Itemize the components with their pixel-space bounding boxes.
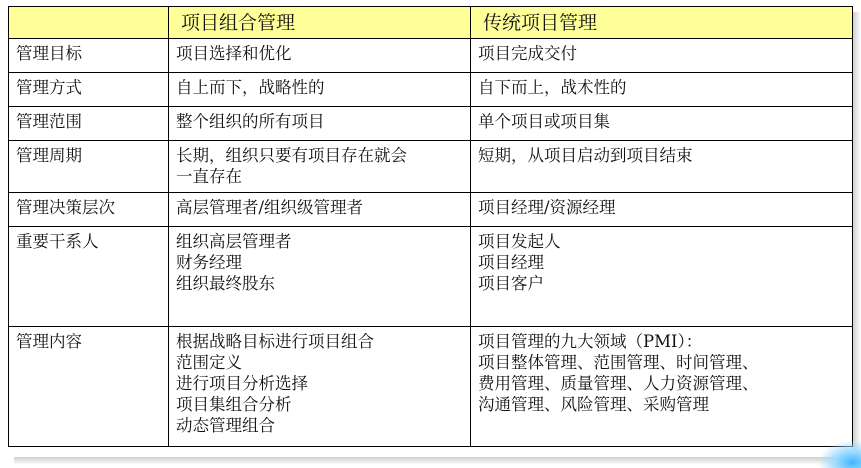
cell-line: 项目管理的九大领域（PMI）： <box>478 332 703 351</box>
bullet-text: 进行项目分析选择 <box>176 374 308 393</box>
cell-line: 项目发起人 <box>478 232 561 251</box>
table-row <box>9 193 853 227</box>
cell-line: 项目客户 <box>478 274 544 293</box>
cell-line: 根据战略目标进行项目组合 <box>176 332 374 351</box>
row-label: 管理周期 <box>9 141 169 193</box>
header-corner-cell <box>9 7 169 39</box>
cell-line: 组织最终股东 <box>176 274 275 293</box>
traditional-cell: 单个项目或项目集 <box>471 107 853 141</box>
bullet-item <box>176 394 464 415</box>
traditional-cell <box>471 227 853 327</box>
table-row <box>9 73 853 107</box>
comparison-table-frame <box>8 6 852 456</box>
portfolio-cell <box>169 327 471 447</box>
table-row <box>9 107 853 141</box>
table-header-row <box>9 7 853 39</box>
cell-line: 项目整体管理、范围管理、时间管理、 <box>478 353 759 372</box>
row-label: 管理决策层次 <box>9 193 169 227</box>
table-row <box>9 141 853 193</box>
table-row <box>9 327 853 447</box>
cell-line: 一直存在 <box>176 167 242 186</box>
table-row <box>9 227 853 327</box>
bullet-text: 动态管理组合 <box>176 416 275 435</box>
row-label: 管理目标 <box>9 39 169 73</box>
bullet-item <box>176 373 464 394</box>
comparison-table <box>8 6 853 447</box>
portfolio-cell: 整个组织的所有项目 <box>169 107 471 141</box>
cell-line: 范围定义 <box>176 353 242 372</box>
table-shadow-bottom <box>14 457 861 465</box>
traditional-cell: 项目经理/资源经理 <box>471 193 853 227</box>
row-label: 重要干系人 <box>9 227 169 327</box>
traditional-cell: 自下而上，战术性的 <box>471 73 853 107</box>
bullet-item <box>176 415 464 436</box>
portfolio-cell <box>169 227 471 327</box>
row-label: 管理内容 <box>9 327 169 447</box>
portfolio-cell: 高层管理者/组织级管理者 <box>169 193 471 227</box>
portfolio-cell: 自上而下，战略性的 <box>169 73 471 107</box>
portfolio-cell <box>169 141 471 193</box>
cell-line: 长期，组织只要有项目存在就会 <box>176 146 407 165</box>
cell-line: 组织高层管理者 <box>176 232 292 251</box>
traditional-cell: 项目完成交付 <box>471 39 853 73</box>
cell-line: 财务经理 <box>176 253 242 272</box>
table-shadow-right <box>853 12 861 460</box>
cell-line: 费用管理、质量管理、人力资源管理、 <box>478 374 759 393</box>
header-traditional-management: 传统项目管理 <box>471 7 853 39</box>
table-row <box>9 39 853 73</box>
traditional-cell: 短期，从项目启动到项目结束 <box>471 141 853 193</box>
cell-line: 项目经理 <box>478 253 544 272</box>
corner-glow-decoration <box>818 440 861 468</box>
traditional-cell <box>471 327 853 447</box>
row-label: 管理范围 <box>9 107 169 141</box>
cell-line: 沟通管理、风险管理、采购管理 <box>478 395 709 414</box>
header-portfolio-management: 项目组合管理 <box>169 7 471 39</box>
row-label: 管理方式 <box>9 73 169 107</box>
portfolio-cell: 项目选择和优化 <box>169 39 471 73</box>
bullet-text: 项目集组合分析 <box>176 395 292 414</box>
